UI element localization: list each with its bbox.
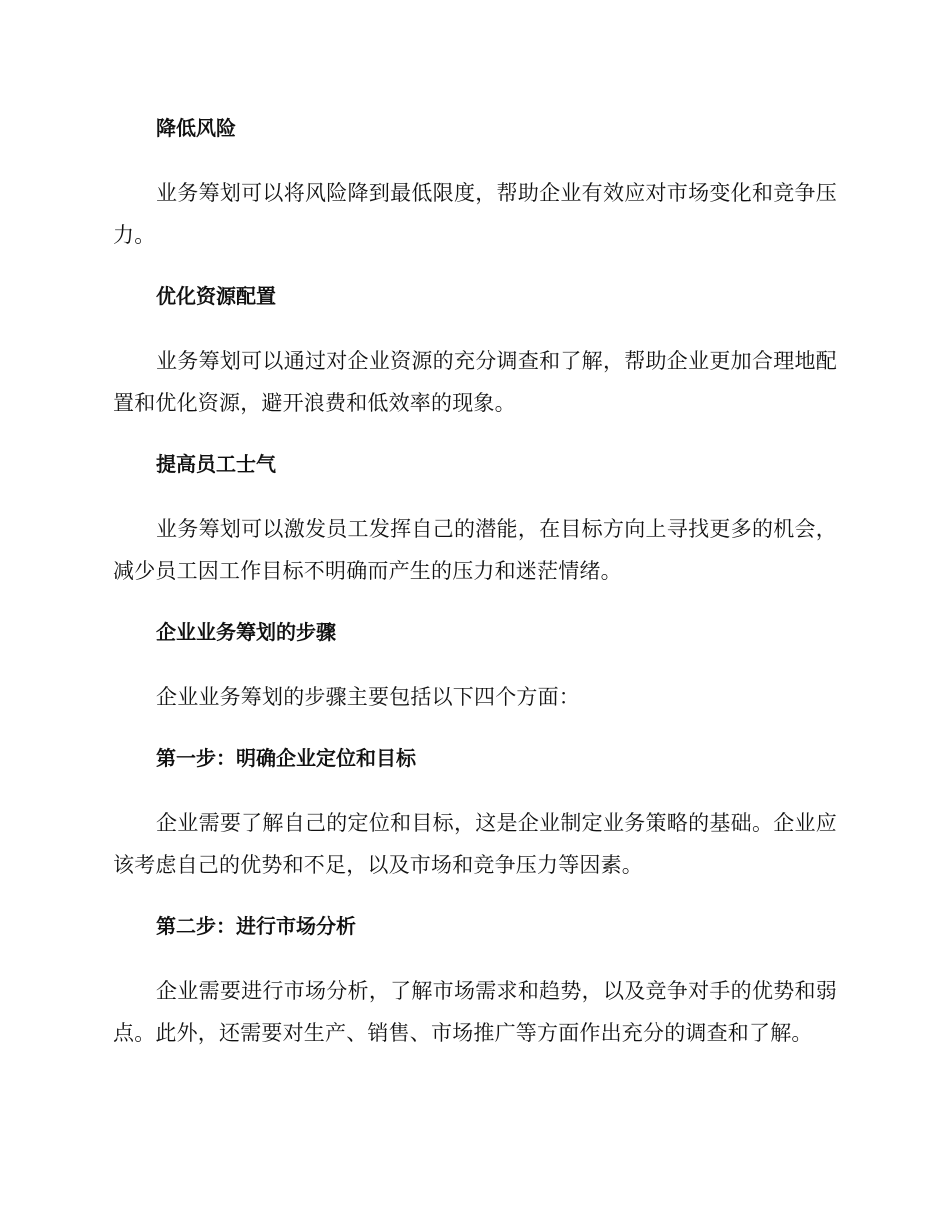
section-paragraph-step-one: 企业需要了解自己的定位和目标，这是企业制定业务策略的基础。企业应该考虑自己的优势和不足，以及市场和竞争压力等因素。 bbox=[113, 811, 837, 877]
section-heading-steps: 企业业务筹划的步骤 bbox=[156, 620, 336, 644]
section-heading-step-one: 第一步：明确企业定位和目标 bbox=[156, 746, 416, 770]
section-paragraph-step-two: 企业需要进行市场分析，了解市场需求和趋势，以及竞争对手的优势和弱点。此外，还需要对生产、销售、市场推广等方面作出充分的调查和了解。 bbox=[113, 979, 837, 1045]
section-heading-reduce-risk: 降低风险 bbox=[156, 116, 236, 140]
section-paragraph-morale: 业务筹划可以激发员工发挥自己的潜能，在目标方向上寻找更多的机会，减少员工因工作目标不明确而产生的压力和迷茫情绪。 bbox=[113, 517, 837, 583]
section-heading-step-two: 第二步：进行市场分析 bbox=[156, 914, 356, 938]
section-heading-optimize-resources: 优化资源配置 bbox=[156, 284, 276, 308]
section-paragraph-steps: 企业业务筹划的步骤主要包括以下四个方面： bbox=[156, 685, 580, 709]
section-heading-morale: 提高员工士气 bbox=[156, 452, 276, 476]
document-page bbox=[113, 108, 837, 1074]
section-paragraph-reduce-risk: 业务筹划可以将风险降到最低限度，帮助企业有效应对市场变化和竞争压力。 bbox=[113, 181, 837, 247]
section-paragraph-optimize-resources: 业务筹划可以通过对企业资源的充分调查和了解，帮助企业更加合理地配置和优化资源，避开浪费和低效率的现象。 bbox=[113, 349, 837, 415]
